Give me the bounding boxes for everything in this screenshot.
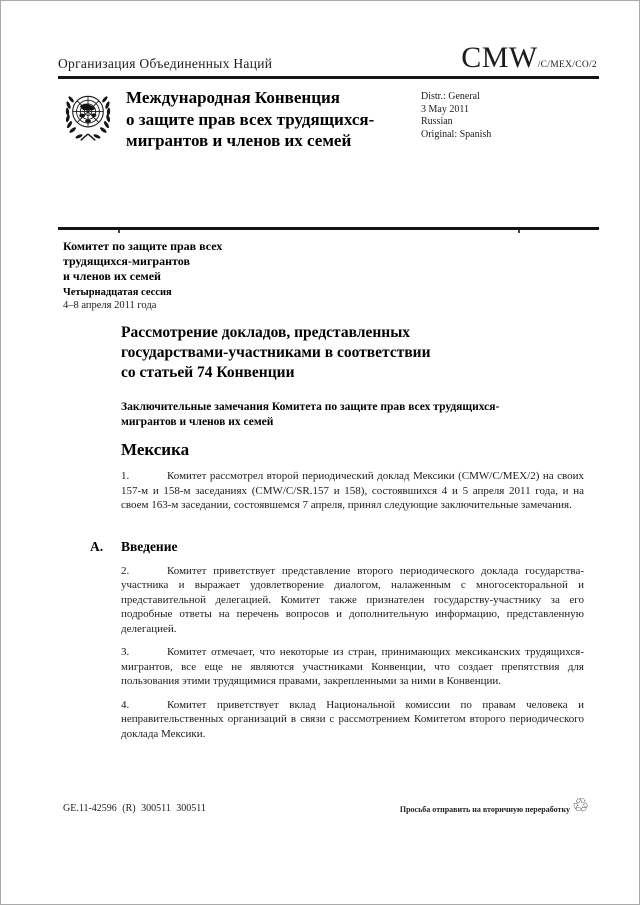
rule-tick bbox=[518, 230, 520, 233]
committee-block bbox=[63, 239, 222, 312]
recycle-notice bbox=[400, 797, 589, 816]
paragraph-text: Комитет отмечает, что некоторые из стран, принимающих мексиканских трудящихся-мигрантов, все еще не являются участниками Конвенции, что создает препятствия для пользования этими трудящимися правами, закрепленными за ними в Конвенции. bbox=[121, 646, 584, 687]
paragraph-text: Комитет приветствует представление второго периодического доклада государства-участника и выражает удовлетворение диалогом, налаженным с многосекторальной и представительной делегацией. Комитет также признателен государству-участнику за его подробные ответы на перечень вопросов и дополнительную информацию, представленную делегацией. bbox=[121, 564, 584, 635]
convention-title-line: Международная Конвенция bbox=[126, 88, 340, 107]
paragraph-text: Комитет приветствует вклад Национальной комиссии по правам человека и неправительственных организаций в связи с рассмотрением Комитетом второго периодического доклада Мексики. bbox=[121, 698, 584, 740]
doc-symbol-suffix: /C/MEX/CO/2 bbox=[537, 60, 597, 70]
paragraph-number: 4. bbox=[121, 698, 130, 711]
convention-title-line: мигрантов и членов их семей bbox=[126, 131, 352, 150]
section-heading bbox=[90, 538, 584, 555]
report-title bbox=[121, 323, 584, 383]
paragraph bbox=[121, 469, 584, 513]
recycle-icon: ♲ bbox=[571, 795, 589, 817]
country-heading: Мексика bbox=[121, 440, 190, 459]
session-dates: 4–8 апреля 2011 года bbox=[63, 300, 157, 311]
distr-block bbox=[421, 91, 491, 141]
section-letter: A. bbox=[90, 538, 104, 554]
report-subtitle: Заключительные замечания Комитета по защите прав всех трудящихся-мигрантов и членов их семей bbox=[121, 401, 500, 428]
masthead bbox=[58, 41, 597, 75]
org-name: Организация Объединенных Наций bbox=[58, 56, 273, 71]
paragraph-number: 3. bbox=[121, 646, 130, 658]
section-title: Введение bbox=[121, 538, 178, 554]
paragraph bbox=[121, 698, 584, 742]
report-title-line: государствами-участниками в соответствии bbox=[121, 344, 431, 361]
paragraph bbox=[121, 564, 584, 637]
doc-symbol bbox=[461, 41, 597, 75]
report-title-line: Рассмотрение докладов, представленных bbox=[121, 324, 411, 341]
convention-title-line: о защите прав всех трудящихся- bbox=[126, 109, 375, 129]
session-label: Четырнадцатая сессия bbox=[63, 287, 172, 298]
committee-name-line: и членов их семей bbox=[63, 269, 161, 283]
doc-code: GE.11-42596 (R) 300511 300511 bbox=[63, 803, 206, 814]
doc-symbol-main: CMW bbox=[461, 41, 538, 74]
rule-tick bbox=[118, 230, 120, 233]
distr-line: Original: Spanish bbox=[421, 128, 492, 140]
paragraph-number: 1. bbox=[121, 470, 130, 482]
paragraph-number: 2. bbox=[121, 564, 130, 577]
committee-name-line: Комитет по защите прав всех bbox=[63, 239, 223, 253]
paragraph-text: Комитет рассмотрел второй периодический доклад Мексики (CMW/C/MEX/2) на своих 157-м и 158-м заседаниях (CMW/C/SR.157 и 158), состоявшихся 4 и 5 апреля 2011 года, и на своем 163-м заседании, состоявшемся 7 апреля, принял следующие заключительные замечания. bbox=[121, 470, 584, 511]
recycle-note: Просьба отправить на вторичную переработку bbox=[399, 805, 570, 814]
footer bbox=[63, 797, 589, 816]
report-title-line: со статьей 74 Конвенции bbox=[121, 364, 295, 381]
convention-title bbox=[126, 87, 374, 152]
distr-line: Russian bbox=[421, 116, 453, 127]
header-rule bbox=[58, 76, 599, 79]
distr-line: 3 May 2011 bbox=[421, 103, 469, 115]
paragraph bbox=[121, 645, 584, 689]
distr-line: Distr.: General bbox=[421, 91, 480, 102]
un-emblem-icon bbox=[61, 85, 115, 154]
main-content bbox=[90, 323, 584, 747]
committee-name-line: трудящихся-мигрантов bbox=[63, 254, 190, 268]
